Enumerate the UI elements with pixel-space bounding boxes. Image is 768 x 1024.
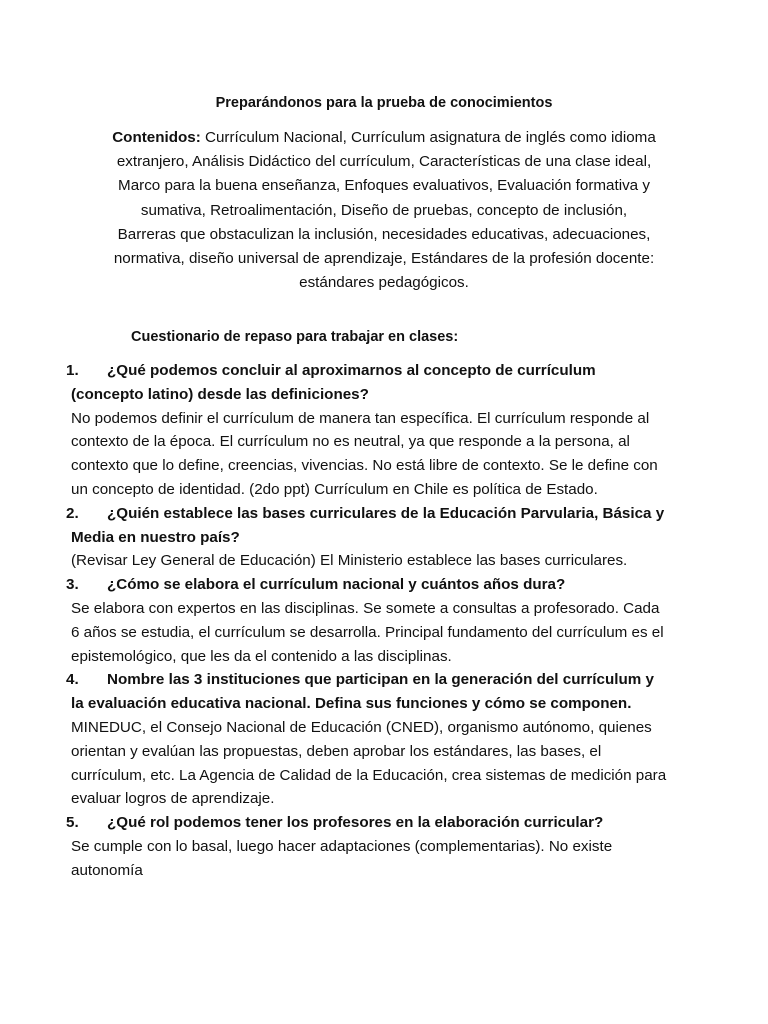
question-text: ¿Qué podemos concluir al aproximarnos al concepto de currículum (concepto latino) desde las definiciones? [71, 362, 596, 403]
question-2 [68, 502, 668, 550]
question-text: ¿Qué rol podemos tener los profesores en la elaboración curricular? [107, 814, 604, 832]
question-text: ¿Quién establece las bases curriculares de la Educación Parvularia, Básica y Media en nuestro país? [71, 504, 665, 546]
question-5 [68, 811, 668, 835]
question-number: 3. [66, 576, 79, 594]
contents-paragraph [110, 126, 658, 295]
question-number: 5. [66, 814, 79, 832]
answer-2: (Revisar Ley General de Educación) El Ministerio establece las bases curriculares. [71, 552, 628, 570]
contents-text: Currículum Nacional, Currículum asignatura de inglés como idioma extranjero, Análisis Didáctico del currículum, Características de una clase ideal, Marco para la buena enseñanza, Enfoques evaluativos, Evaluación formativa y sumativa, Retroalimentación, Diseño de pruebas, concepto de inclusión, Barreras que obstaculizan la inclusión, necesidades educativas, adecuaciones, normativa, diseño universal de aprendizaje, Estándares de la profesión docente: estándares pedagógicos. [113, 129, 656, 292]
question-number: 2. [66, 504, 79, 522]
question-3 [68, 573, 668, 597]
question-text: ¿Cómo se elabora el currículum nacional y cuántos años dura? [107, 576, 566, 594]
question-text: Nombre las 3 instituciones que participan en la generación del currículum y la evaluación educativa nacional. Defina sus funciones y cómo se componen. [71, 671, 654, 713]
document-title: Preparándonos para la prueba de conocimientos [215, 95, 553, 111]
answer-1: No podemos definir el currículum de manera tan específica. El currículum responde al contexto de la época. El currículum no es neutral, ya que responde a la persona, al contexto que lo define, creencias, vivencias. No está libre de contexto. Se le define con un concepto de identidad. (2do ppt) Currículum en Chile es política de Estado. [71, 409, 658, 498]
question-1 [68, 359, 668, 407]
answer-5: Se cumple con lo basal, luego hacer adaptaciones (complementarias). No existe autonomía [71, 837, 613, 879]
questions-list [68, 359, 668, 883]
questionnaire-title: Cuestionario de repaso para trabajar en clases: [131, 329, 459, 345]
question-number: 4. [66, 671, 79, 689]
answer-3: Se elabora con expertos en las disciplinas. Se somete a consultas a profesorado. Cada 6 años se estudia, el currículum se desarrolla. Principal fundamento del currículum es el epistemológico, que les da el contenido a las disciplinas. [71, 599, 664, 665]
answer-4: MINEDUC, el Consejo Nacional de Educación (CNED), organismo autónomo, quienes orientan y evalúan las propuestas, deben aprobar los estándares, las bases, el currículum, etc. La Agencia de Calidad de la Educación, crea sistemas de medición para evaluar logros de aprendizaje. [71, 718, 667, 808]
contents-label: Contenidos: [112, 129, 201, 146]
question-4 [68, 668, 668, 716]
question-number: 1. [66, 362, 79, 379]
